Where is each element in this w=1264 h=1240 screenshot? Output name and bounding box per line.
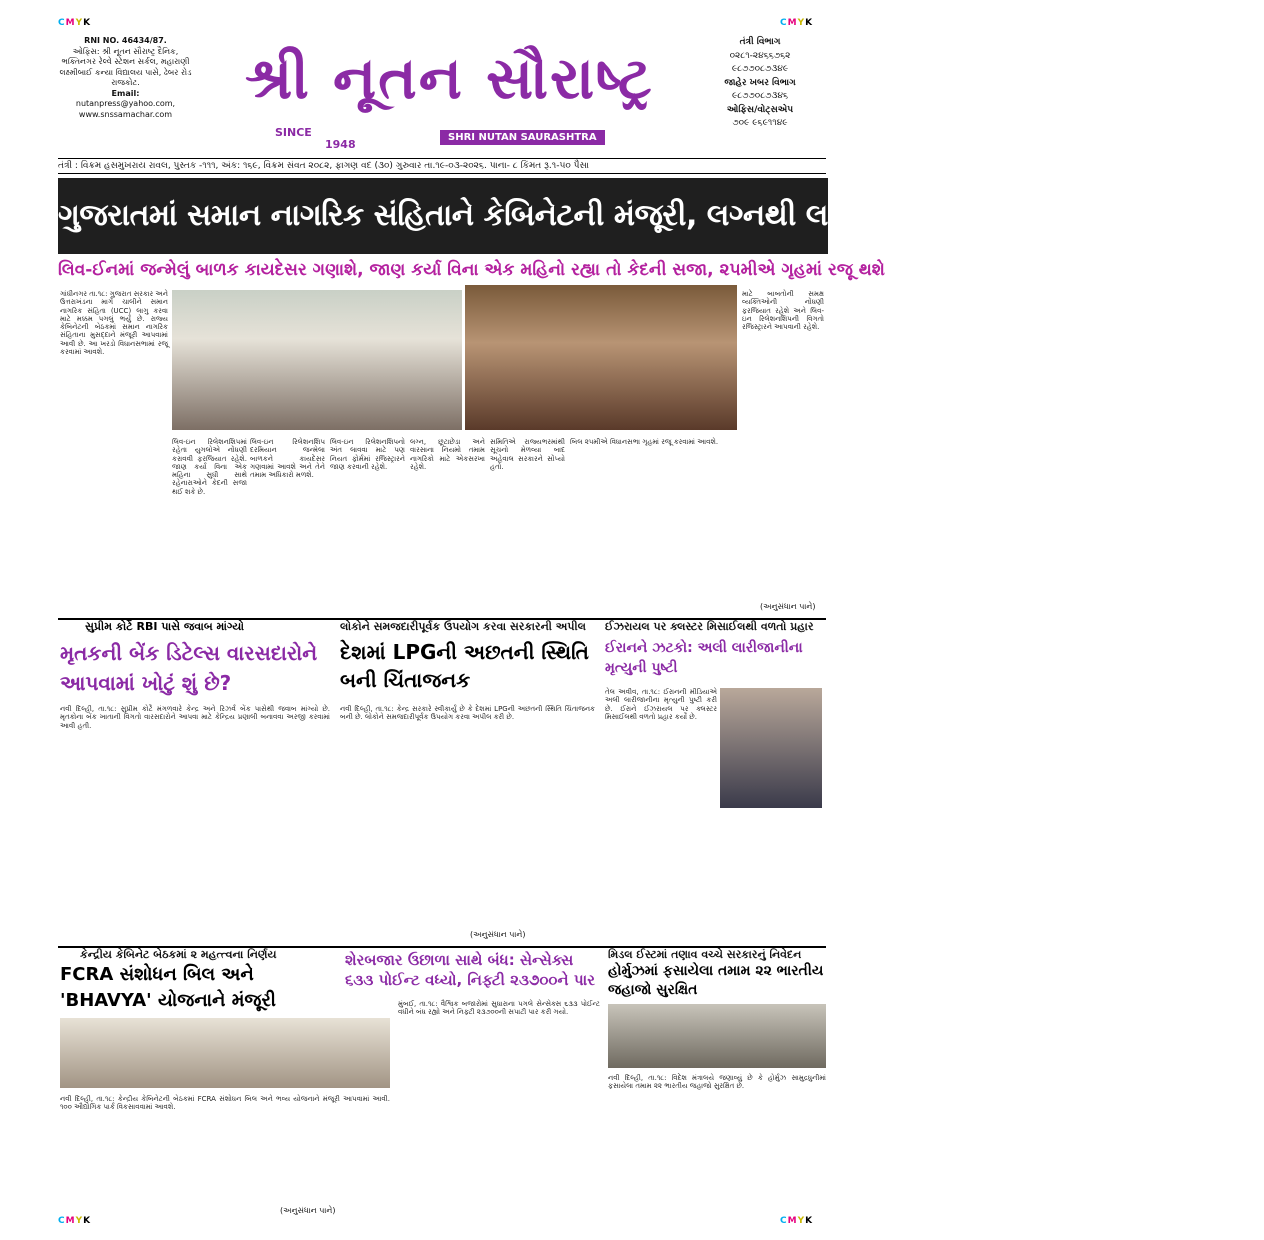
lead-headline[interactable]: ગુજરાતમાં સમાન નાગરિક સંહિતાને કેબિનેટની મંજૂરી, લગ્નથી લઈને લિવ-ઇન સુધીના નિયમો બદલાશે [58, 178, 828, 254]
fcra-headline[interactable]: FCRA સંશોધન બિલ અને 'BHAVYA' યોજનાને મંજૂરી [60, 964, 276, 1011]
fcra-body: નવી દિલ્હી, તા.૧૮: કેન્દ્રીય કેબિનેટની બેઠકમાં FCRA સંશોધન બિલ અને ભવ્ય યોજનાને મંજૂરી આપવામાં આવી. ૧૦૦ ઔદ્યોગિક પાર્ક વિકસાવવામાં આવશે. [60, 1095, 390, 1112]
website-link[interactable]: www.snssamachar.com [78, 109, 173, 119]
market-headline[interactable]: શેરબજાર ઉછાળા સાથે બંધ: સેન્સેક્સ ૬૩૩ પોઈન્ટ વધ્યો, નિફ્ટી ૨૩૭૦૦ને પાર [345, 951, 595, 989]
since-year: 1948 [325, 138, 356, 151]
since-label: SINCE [275, 126, 312, 139]
phone-editorial-2[interactable]: ૯૮૭૭૦૮૭૩૪૯ [731, 64, 789, 74]
lpg-body: નવી દિલ્હી, તા.૧૮: કેન્દ્ર સરકારે સ્વીકાર્યું છે કે દેશમાં LPGની અછતની સ્થિતિ ચિંતાજનક બની છે. લોકોને સમજદારીપૂર્વક ઉપયોગ કરવા અપીલ કરી છે. [340, 705, 595, 722]
lead-column-2: લિવ-ઇન રિલેશનશિપમાં રહેતા યુગલોએ નોંધણી કરાવવી ફરજિયાત રહેશે. જાણ કર્યા વિના એક મહિના સુધી સાથે રહેનારાઓને કેદની સજા થઈ શકે છે. [172, 438, 247, 496]
email-address[interactable]: nutanpress@yahoo.com, [75, 99, 176, 108]
hormuz-headline[interactable]: હોર્મુઝમાં ફસાયેલા તમામ ૨૨ ભારતીય જહાજો સુરક્ષિત [608, 963, 824, 998]
cmyk-mark-bottom-left: CMYK [58, 1216, 92, 1226]
ships-photo [608, 1004, 826, 1068]
lead-column-7: બિલ ૨૫મીએ વિધાનસભા ગૃહમાં રજૂ કરવામાં આવશે. [570, 438, 719, 446]
lead-column-5: લગ્ન, છૂટાછેડા અને વારસાના નિયમો તમામ નાગરિકો માટે એકસરખા રહેશે. [410, 438, 485, 471]
phone-whatsapp[interactable]: ૭૦૯ ૯૬૯૧૧૪૯ [732, 118, 788, 128]
lead-subhead: લિવ-ઈનમાં જન્મેલું બાળક કાયદેસર ગણાશે, જાણ કર્યા વિના એક મહિનો રહ્યા તો કેદની સજા, ૨૫મીએ ગૃહમાં રજૂ થશે [58, 260, 885, 280]
office-address: ઓફિસ: શ્રી નૂતન સૌરાષ્ટ્ર દૈનિક, ભક્તિનગર રેલ્વે સ્ટેશન સર્કલ, મહારાણી લક્ષ્મીબાઈ કન્યા વિદ્યાલય પાસે, ઢેબર રોડ રાજકોટ. [59, 46, 192, 87]
newspaper-title: શ્રી નૂતન સૌરાષ્ટ્ર [245, 44, 654, 112]
iran-body: તેલ અવીવ, તા.૧૮: ઈરાનની મીડિયાએ અલી લારીજાનીના મૃત્યુની પુષ્ટી કરી છે. ઈરાને ઈઝરાયલ પર ક્લસ્ટર મિસાઈલથી વળતો પ્રહાર કર્યો છે. [605, 688, 717, 721]
lpg-continued: (અનુસંધાન પાને) [470, 930, 526, 939]
iran-kicker: ઈઝરાયલ પર ક્લસ્ટર મિસાઈલથી વળતો પ્રહાર [605, 620, 814, 633]
cabinet-meeting-photo [172, 290, 462, 430]
email-label: Email: [111, 88, 140, 98]
lead-continued: (અનુસંધાન પાને) [760, 602, 816, 611]
lead-column-3: લિવ-ઇન રિલેશનશિપ દરમિયાન જન્મેલા બાળકને કાયદેસર ગણવામાં આવશે અને તેને તમામ અધિકારો મળશે. [250, 438, 325, 480]
cmyk-mark-top-right: CMYK [780, 18, 814, 28]
rbi-headline[interactable]: મૃતકની બેંક ડિટેલ્સ વારસદારોને આપવામાં ખોટું શું છે? [60, 641, 318, 695]
lpg-headline[interactable]: દેશમાં LPGની અછતની સ્થિતિ બની ચિંતાજનક [340, 640, 589, 692]
phone-editorial-1[interactable]: ૦૨૮૧-૨૪૬૬૭૬૨ [729, 50, 791, 61]
cmyk-mark-bottom-right: CMYK [780, 1216, 814, 1226]
cmyk-mark-top-left: CMYK [58, 18, 92, 28]
iran-headline[interactable]: ઈરાનને ઝટકો: અલી લારીજાનીના મૃત્યુની પુષ્ટી [605, 640, 803, 676]
dept-advertising: જાહેર ખબર વિભાગ [724, 77, 796, 88]
phone-advertising[interactable]: ૯૮૭૭૦૮૭૩૪૬ [731, 91, 789, 101]
lead-column-1: ગાંધીનગર તા.૧૮: ગુજરાત સરકાર અને ઉત્તરાખંડના માર્ગે ચાલીને સમાન નાગરિક સંહિતા (UCC) લાગુ કરવા માટે મક્કમ પગલું ભર્યું છે. રાજ્ય કેબિનેટની બેઠકમાં સમાન નાગરિક સંહિતાના મુસદ્દાને મંજૂરી આપવામાં આવી છે. આ ખરડો વિધાનસભામાં રજૂ કરવામાં આવશે. [60, 290, 168, 357]
larijani-photo [720, 688, 822, 808]
rbi-kicker: સુપ્રીમ કોર્ટે RBI પાસે જવાબ માંગ્યો [85, 620, 244, 633]
lead-right-column: માટે બાબતોની સમક્ષ વ્યક્તિઓની નોંધણી ફરજિયાત રહેશે અને લિવ-ઇન રિલેશનશિપની વિગતો રજિસ્ટ્રારને આપવાની રહેશે. [742, 290, 824, 332]
dateline-strip: તંત્રી : વિક્રમ હસમુખરાય રાવલ, પુસ્તક -૧૧૧, અંક: ૧૬૯, વિક્રમ સંવત ૨૦૮૨, ફાગણ વદ (૩૦) ગુરુવાર તા.૧૯-૦૩-૨૦૨૬. પાના- ૮ કિંમત રૂ.૧-૫૦ પૈસા [58, 158, 826, 174]
lpg-kicker: લોકોને સમજદારીપૂર્વક ઉપયોગ કરવા સરકારની અપીલ [340, 620, 586, 633]
fcra-continued: (અનુસંધાન પાને) [280, 1206, 336, 1215]
contacts-block [700, 36, 820, 131]
hormuz-body: નવી દિલ્હી, તા.૧૮: વિદેશ મંત્રાલયે જણાવ્યું છે કે હોર્મુઝ સામુદ્રધુનીમાં ફસાયેલા તમામ ૨૨ ભારતીય જહાજો સુરક્ષિત છે. [608, 1074, 826, 1091]
dept-editorial: તંત્રી વિભાગ [739, 37, 781, 47]
lead-column-4: લિવ-ઇન રિલેશનશિપનો અંત લાવવા માટે પણ નિયત ફોર્મમાં રજિસ્ટ્રારને જાણ કરવાની રહેશે. [330, 438, 405, 471]
fcra-kicker: કેન્દ્રીય કેબિનેટ બેઠકમાં ૨ મહત્ત્વના નિર્ણય [80, 948, 277, 961]
union-cabinet-photo [60, 1018, 390, 1088]
lead-column-6: સમિતિએ રાજ્યભરમાંથી સૂચનો મેળવ્યા બાદ અહેવાલ સરકારને સોંપ્યો હતો. [490, 438, 565, 471]
hormuz-kicker: મિડલ ઈસ્ટમાં તણાવ વચ્ચે સરકારનું નિવેદન [608, 948, 802, 961]
assembly-hall-photo [465, 285, 737, 430]
rni-number: RNI NO. 46434/87. [84, 36, 167, 45]
english-name-banner: SHRI NUTAN SAURASHTRA [440, 130, 605, 145]
market-body: મુંબઈ, તા.૧૮: વૈશ્વિક બજારોમાં સુધારાના પગલે સેન્સેક્સ ૬૩૩ પોઈન્ટ વધીને બંધ રહ્યો અને નિફ્ટી ૨૩૭૦૦ની સપાટી પાર કરી ગયો. [398, 1000, 600, 1017]
masthead [205, 38, 690, 150]
registration-block [58, 36, 193, 120]
rbi-body: નવી દિલ્હી, તા.૧૮: સુપ્રીમ કોર્ટે મંગળવારે કેન્દ્ર અને રિઝર્વ બેંક પાસેથી જવાબ માંગ્યો છે. મૃતકોના બેંક ખાતાની વિગતો વારસદારોને આપવા માટે કેન્દ્રિય પ્રણાલી બનાવવા અરજી કરવામાં આવી હતી. [60, 705, 330, 730]
dept-office-whatsapp: ઓફિસ/વોટ્સએપ [726, 104, 794, 115]
